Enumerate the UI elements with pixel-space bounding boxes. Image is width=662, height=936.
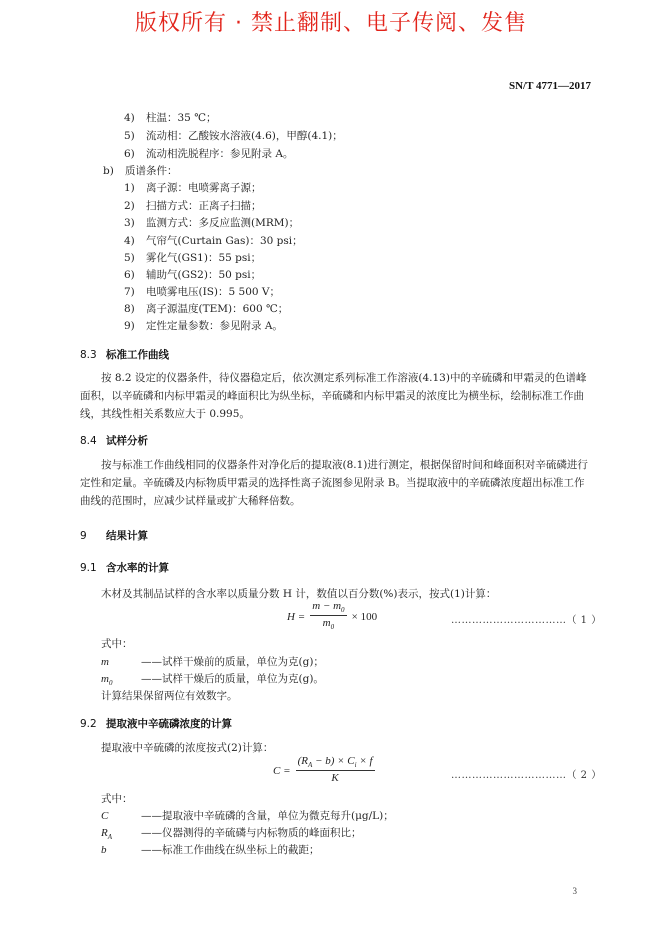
page-number: 3 bbox=[572, 886, 577, 896]
variable-definition: b ——标准工作曲线在纵坐标上的截距； bbox=[101, 844, 320, 856]
list-item: 6) 辅助气(GS2)：50 psi； bbox=[124, 269, 262, 281]
section-heading-9: 9 结果计算 bbox=[80, 530, 148, 542]
section-paragraph: 提取液中辛硫磷的浓度按式(2)计算： bbox=[101, 742, 274, 754]
list-item: 3) 监测方式：多反应监测(MRM)； bbox=[124, 217, 300, 229]
equation-fraction: $\frac{m - m_0}{m_0}$ bbox=[312, 600, 345, 632]
equation-fraction: $\frac{(R_A - b) \times C_i \times f}{K}$ bbox=[297, 755, 373, 785]
section-paragraph: 按 8.2 设定的仪器条件，待仪器稳定后，依次测定系列标准工作溶液(4.13)中的辛硫磷和甲霜灵的色谱峰面积，以辛硫磷和内标甲霜灵的峰面积比为纵坐标，辛硫磷和内标甲霜灵的浓度比为横坐标，绘制标准工作曲线，其线性相关系数应大于 0.995。 bbox=[80, 372, 587, 420]
list-item: 9) 定性定量参数：参见附录 A。 bbox=[124, 320, 283, 332]
list-item: 4) 气帘气(Curtain Gas)：30 psi； bbox=[124, 235, 303, 247]
variable-definition: $m_0$ ——试样干燥后的质量，单位为克(g)。 bbox=[101, 673, 324, 688]
section-paragraph: 按与标准工作曲线相同的仪器条件对净化后的提取液(8.1)进行测定，根据保留时间和峰面积对辛硫磷进行定性和定量。辛硫磷及内标物质甲霜灵的选择性离子流图参见附录 B。当提取液中的辛硫磷浓度超出标准工作曲线的范围时，应减少试样量或扩大稀释倍数。 bbox=[80, 459, 588, 507]
list-item: 5) 雾化气(GS1)：55 psi； bbox=[124, 252, 262, 264]
where-label: 式中： bbox=[101, 793, 133, 805]
list-item: 7) 电喷雾电压(IS)：5 500 V； bbox=[124, 286, 281, 298]
list-item-b: b) 质谱条件： bbox=[103, 165, 178, 177]
section-heading-8-3: 8.3 标准工作曲线 bbox=[80, 349, 169, 361]
note: 计算结果保留两位有效数字。 bbox=[101, 690, 238, 702]
copyright-banner: 版权所有 · 禁止翻制、电子传阅、发售 bbox=[135, 11, 527, 36]
section-paragraph: 木材及其制品试样的含水率以质量分数 H 计，数值以百分数(%)表示，按式(1)计算： bbox=[101, 588, 497, 600]
list-item: 1) 离子源：电喷雾离子源； bbox=[124, 182, 262, 194]
equation-number: ……………………………（ 1 ） bbox=[451, 615, 602, 626]
variable-definition: C ——提取液中辛硫磷的含量，单位为微克每升(μg/L)； bbox=[101, 810, 394, 822]
section-heading-8-4: 8.4 试样分析 bbox=[80, 435, 148, 447]
equation-2: C = $\frac{(R_A - b) \times C_i \times f}{K}$ bbox=[273, 755, 373, 785]
list-item: 5) 流动相：乙酸铵水溶液(4.6)，甲醇(4.1)； bbox=[124, 130, 343, 142]
variable-definition: m ——试样干燥前的质量，单位为克(g)； bbox=[101, 656, 324, 668]
list-item: 6) 流动相洗脱程序：参见附录 A。 bbox=[124, 148, 294, 160]
list-item: 4) 柱温：35 ℃； bbox=[124, 112, 217, 124]
where-label: 式中： bbox=[101, 638, 133, 650]
variable-definition: $R_A$ ——仪器测得的辛硫磷与内标物质的峰面积比； bbox=[101, 827, 362, 842]
equation-1: H = $\frac{m - m_0}{m_0}$ × 100 bbox=[287, 600, 378, 632]
list-item: 8) 离子源温度(TEM)：600 ℃； bbox=[124, 303, 289, 315]
section-heading-9-1: 9.1 含水率的计算 bbox=[80, 562, 169, 574]
list-item: 2) 扫描方式：正离子扫描； bbox=[124, 200, 262, 212]
section-heading-9-2: 9.2 提取液中辛硫磷浓度的计算 bbox=[80, 718, 232, 730]
standard-number: SN/T 4771—2017 bbox=[508, 80, 591, 92]
equation-number: ……………………………（ 2 ） bbox=[451, 770, 602, 781]
